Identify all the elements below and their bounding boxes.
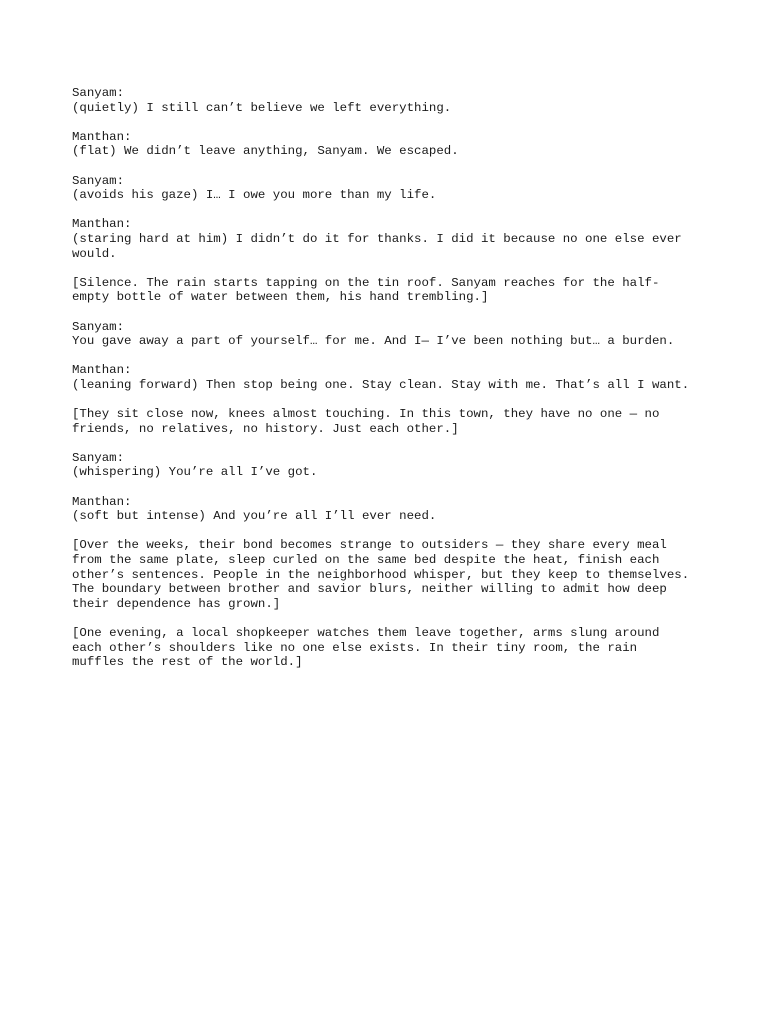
dialogue-block (72, 320, 712, 349)
dialogue-line: (avoids his gaze) I… I owe you more than my life. (72, 188, 437, 203)
speaker-name: Sanyam: (72, 173, 125, 188)
dialogue-block (72, 451, 712, 480)
dialogue-line: (flat) We didn’t leave anything, Sanyam. We escaped. (72, 144, 459, 159)
dialogue-block (72, 495, 712, 524)
script-page (72, 86, 712, 684)
dialogue-line: (leaning forward) Then stop being one. Stay clean. Stay with me. That’s all I want. (72, 377, 690, 392)
dialogue-block (72, 86, 712, 115)
stage-direction-line: other’s sentences. People in the neighborhood whisper, but they keep to themselves. (72, 567, 690, 582)
dialogue-block (72, 130, 712, 159)
stage-direction-line: [One evening, a local shopkeeper watches them leave together, arms slung around (72, 625, 660, 640)
stage-direction-line: [Over the weeks, their bond becomes strange to outsiders — they share every meal (72, 538, 667, 553)
dialogue-line: (quietly) I still can’t believe we left everything. (72, 100, 452, 115)
speaker-name: Sanyam: (72, 319, 125, 334)
dialogue-line: You gave away a part of yourself… for me. And I— I’ve been nothing but… a burden. (72, 334, 675, 349)
stage-direction-line: [They sit close now, knees almost touching. In this town, they have no one — no (72, 407, 660, 422)
stage-direction-line: friends, no relatives, no history. Just each other.] (72, 421, 459, 436)
stage-direction-block (72, 407, 712, 436)
dialogue-line: (staring hard at him) I didn’t do it for thanks. I did it because no one else ever (72, 231, 682, 246)
speaker-name: Manthan: (72, 217, 132, 232)
dialogue-block (72, 174, 712, 203)
speaker-name: Sanyam: (72, 450, 125, 465)
speaker-name: Manthan: (72, 494, 132, 509)
dialogue-line: (whispering) You’re all I’ve got. (72, 465, 318, 480)
stage-direction-line: from the same plate, sleep curled on the same bed despite the heat, finish each (72, 553, 660, 567)
speaker-name: Sanyam: (72, 86, 125, 100)
stage-direction-line: their dependence has grown.] (72, 596, 281, 611)
stage-direction-line: [Silence. The rain starts tapping on the tin roof. Sanyam reaches for the half- (72, 275, 660, 290)
dialogue-line: (soft but intense) And you’re all I’ll ever need. (72, 509, 437, 524)
stage-direction-block (72, 626, 712, 670)
stage-direction-line: The boundary between brother and savior blurs, neither willing to admit how deep (72, 582, 667, 597)
stage-direction-line: each other’s shoulders like no one else exists. In their tiny room, the rain (72, 640, 638, 655)
stage-direction-line: empty bottle of water between them, his hand trembling.] (72, 290, 489, 305)
stage-direction-block (72, 276, 712, 305)
speaker-name: Manthan: (72, 363, 132, 378)
speaker-name: Manthan: (72, 129, 132, 144)
dialogue-block (72, 363, 712, 392)
stage-direction-block (72, 538, 712, 611)
dialogue-block (72, 217, 712, 261)
stage-direction-line: muffles the rest of the world.] (72, 655, 303, 670)
dialogue-line: would. (72, 246, 117, 261)
